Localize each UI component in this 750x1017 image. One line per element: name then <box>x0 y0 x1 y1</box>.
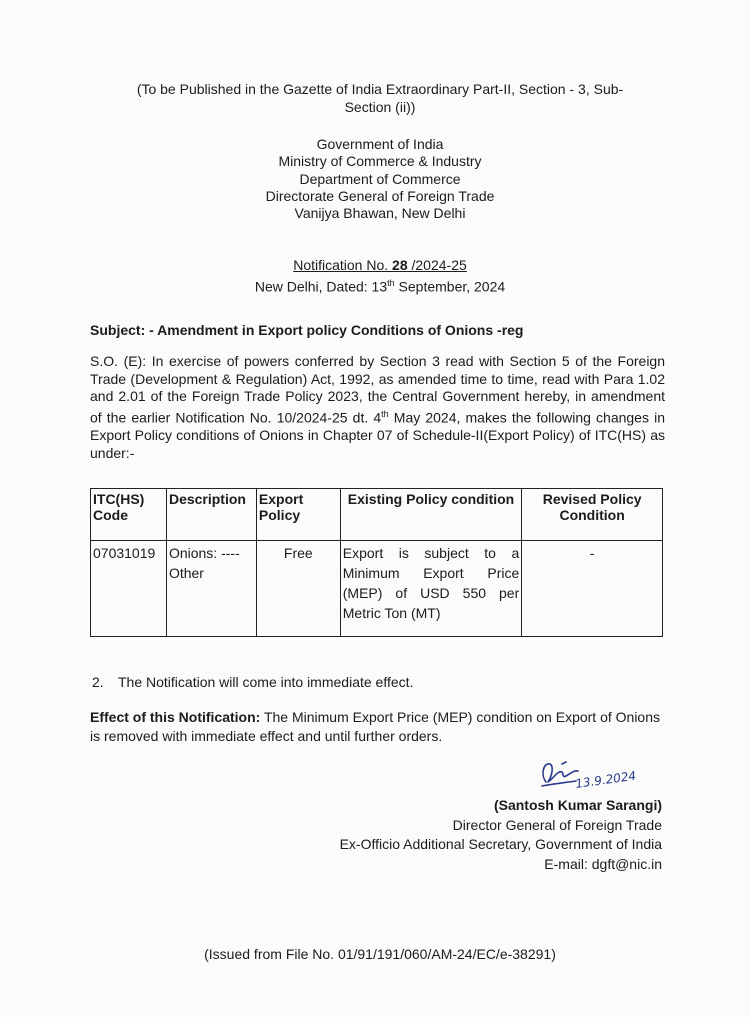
subject-line: Subject: - Amendment in Export policy Conditions of Onions -reg <box>90 322 524 338</box>
gazette-line-1: (To be Published in the Gazette of India Extraordinary Part-II, Section - 3, Sub- <box>136 81 624 97</box>
signature-date: 13.9.2024 <box>574 768 637 791</box>
signatory-email: E-mail: dgft@nic.in <box>544 855 662 872</box>
issuing-authority <box>150 136 610 222</box>
header-export-policy: Export Policy <box>256 489 340 541</box>
effect-label: Effect of this Notification: <box>90 709 261 725</box>
gazette-line-2: Section (ii)) <box>344 99 416 115</box>
authority-line-1: Government of India <box>316 136 444 152</box>
header-itc-code: ITC(HS) Code <box>91 489 167 541</box>
body-paragraph <box>90 353 665 462</box>
header-description: Description <box>166 489 256 541</box>
cell-itc-code: 07031019 <box>91 541 167 637</box>
authority-line-4: Directorate General of Foreign Trade <box>265 187 495 204</box>
date-sup: th <box>387 278 395 288</box>
notification-suffix: /2024-25 <box>407 257 467 273</box>
date-prefix: New Delhi, Dated: 13 <box>254 278 388 295</box>
table-header-row <box>91 489 663 541</box>
cell-revised-condition: - <box>522 541 663 637</box>
notification-prefix: Notification No. <box>293 257 393 273</box>
body-part-2: May 2024, makes the following changes in Export Policy conditions of Onions in Chapter 07 of Schedule-II(Export Policy) of ITC(HS) as under:- <box>90 409 665 461</box>
signatory-designation-2: Ex-Officio Additional Secretary, Government of India <box>339 836 662 852</box>
issued-from-file: (Issued from File No. 01/91/191/060/AM-24/EC/e-38291) <box>204 946 556 962</box>
cell-export-policy: Free <box>256 541 340 637</box>
authority-line-5: Vanijya Bhawan, New Delhi <box>294 205 466 222</box>
point-2-number: 2. <box>92 674 104 690</box>
policy-table <box>90 488 663 637</box>
table-row <box>91 541 663 637</box>
signatory-designation-1: Director General of Foreign Trade <box>452 816 662 833</box>
notification-number <box>150 256 610 274</box>
header-existing-condition: Existing Policy condition <box>340 489 522 541</box>
notification-number-value: 28 <box>392 257 408 273</box>
cell-description: Onions: ---- Other <box>166 541 256 637</box>
cell-existing-condition: Export is subject to a Minimum Export Price (MEP) of USD 550 per Metric Ton (MT) <box>340 541 522 637</box>
authority-line-3: Department of Commerce <box>299 170 461 187</box>
authority-line-2: Ministry of Commerce & Industry <box>278 153 482 170</box>
date-suffix: September, 2024 <box>394 278 506 295</box>
notification-date <box>150 274 610 296</box>
point-2-text: The Notification will come into immediate effect. <box>118 674 414 690</box>
effect-paragraph <box>90 708 662 746</box>
gazette-header <box>80 80 680 116</box>
body-sup: th <box>381 408 389 419</box>
body-part-1: S.O. (E): In exercise of powers conferred by Section 3 read with Section 5 of the Foreign Trade (Development & Regulation) Act, 1992, as amended time to time, read with Para 1.02 and 2.01 of the Foreign Trade Policy 2023, the Central Government hereby, in amendment of the earlier Notification No. 10/2024-25 dt. 4 <box>90 353 665 426</box>
header-revised-condition: Revised Policy Condition <box>522 489 663 541</box>
signatory-name: (Santosh Kumar Sarangi) <box>493 797 662 813</box>
point-2 <box>92 674 413 690</box>
notification-heading <box>150 256 610 296</box>
effect-text: The Minimum Export Price (MEP) condition on Export of Onions is removed with immediate effect and until further orders. <box>90 709 661 744</box>
signature-block <box>340 796 662 874</box>
handwritten-signature <box>532 756 662 796</box>
